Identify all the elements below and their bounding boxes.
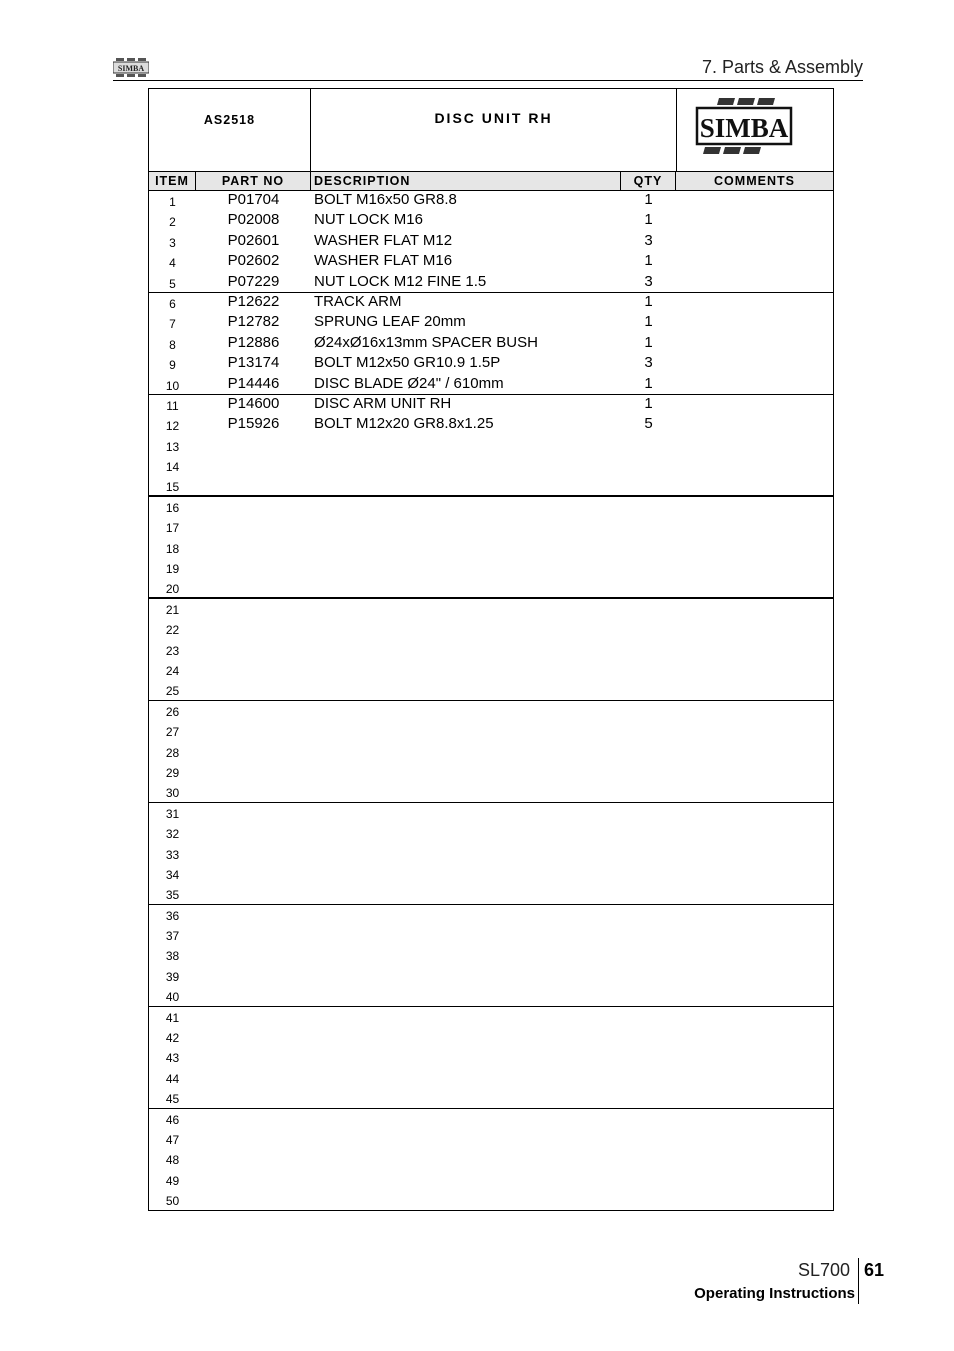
item-number: 6 <box>169 296 176 311</box>
table-row <box>149 660 833 680</box>
part-quantity: 1 <box>644 394 653 412</box>
part-description: DISC ARM UNIT RH <box>314 394 452 412</box>
item-number: 38 <box>165 949 180 964</box>
part-number: P15926 <box>227 415 280 433</box>
table-row <box>149 578 833 598</box>
item-number: 47 <box>165 1132 180 1147</box>
item-number: 26 <box>165 704 180 719</box>
item-number: 19 <box>165 562 180 577</box>
table-row <box>149 925 833 945</box>
part-quantity: 5 <box>644 415 653 433</box>
table-row <box>149 1088 833 1108</box>
simba-logo <box>676 89 833 171</box>
item-number: 2 <box>169 215 176 230</box>
item-number: 9 <box>169 358 176 373</box>
part-number: P12782 <box>227 313 280 331</box>
col-header-qty: QTY <box>621 172 676 190</box>
table-row <box>149 1047 833 1067</box>
part-number: P13174 <box>227 354 280 372</box>
item-number: 15 <box>165 480 180 495</box>
table-row <box>149 252 833 272</box>
item-number: 18 <box>165 541 180 556</box>
part-quantity: 3 <box>644 272 653 290</box>
table-row <box>149 436 833 456</box>
header-rule <box>113 80 863 81</box>
table-row <box>149 273 833 293</box>
parts-sheet <box>148 88 834 1211</box>
item-number: 49 <box>165 1173 180 1188</box>
part-number: P12622 <box>227 292 280 310</box>
table-row <box>149 395 833 415</box>
item-number: 27 <box>165 725 180 740</box>
part-description: DISC BLADE Ø24" / 610mm <box>314 374 504 392</box>
part-description: TRACK ARM <box>314 292 402 310</box>
table-row <box>149 517 833 537</box>
item-number: 4 <box>169 256 176 271</box>
item-number: 35 <box>165 888 180 903</box>
footer-subtitle: Operating Instructions <box>694 1285 855 1302</box>
title-block <box>149 89 833 171</box>
item-number: 8 <box>169 337 176 352</box>
table-row <box>149 293 833 313</box>
column-headers <box>149 171 833 191</box>
logo-text: SIMBA <box>699 113 789 143</box>
table-row <box>149 1007 833 1027</box>
item-number: 40 <box>165 990 180 1005</box>
item-number: 44 <box>165 1071 180 1086</box>
item-number: 34 <box>165 867 180 882</box>
item-number: 48 <box>165 1153 180 1168</box>
table-row <box>149 864 833 884</box>
table-row <box>149 415 833 435</box>
item-number: 13 <box>165 439 180 454</box>
item-number: 39 <box>165 969 180 984</box>
item-number: 46 <box>165 1112 180 1127</box>
parts-table-body <box>149 191 833 1211</box>
part-description: BOLT M16x50 GR8.8 <box>314 191 457 208</box>
item-number: 11 <box>166 398 179 413</box>
part-description: BOLT M12x20 GR8.8x1.25 <box>314 415 494 433</box>
part-number: P02601 <box>227 231 280 249</box>
footer-model: SL700 <box>798 1260 851 1280</box>
col-header-description: DESCRIPTION <box>311 172 621 190</box>
item-number: 23 <box>165 643 180 658</box>
item-number: 36 <box>165 908 180 923</box>
table-row <box>149 211 833 231</box>
part-number: P14600 <box>227 394 280 412</box>
table-row <box>149 497 833 517</box>
col-header-item: ITEM <box>149 172 196 190</box>
table-row <box>149 1149 833 1169</box>
item-number: 5 <box>169 276 176 291</box>
part-quantity: 1 <box>644 313 653 331</box>
table-row <box>149 701 833 721</box>
assembly-number: AS2518 <box>149 89 311 171</box>
table-row <box>149 905 833 925</box>
part-quantity: 3 <box>644 354 653 372</box>
page-number: 61 <box>864 1260 885 1280</box>
part-quantity: 1 <box>644 374 653 392</box>
item-number: 21 <box>165 602 180 617</box>
item-number: 14 <box>165 460 180 475</box>
table-row <box>149 803 833 823</box>
part-quantity: 1 <box>644 252 653 270</box>
part-description: Ø24xØ16x13mm SPACER BUSH <box>314 333 538 351</box>
table-row <box>149 1190 833 1210</box>
item-number: 22 <box>165 623 180 638</box>
table-row <box>149 884 833 904</box>
item-number: 3 <box>169 235 176 250</box>
item-number: 17 <box>165 521 180 536</box>
header-logo-text: SIMBA <box>117 64 145 73</box>
table-row <box>149 1129 833 1149</box>
table-row <box>149 782 833 802</box>
item-number: 50 <box>165 1194 180 1209</box>
table-row <box>149 599 833 619</box>
footer-divider <box>858 1258 859 1304</box>
table-row <box>149 945 833 965</box>
item-number: 24 <box>165 663 180 678</box>
table-row <box>149 966 833 986</box>
item-number: 41 <box>165 1010 180 1025</box>
table-row <box>149 1027 833 1047</box>
table-row <box>149 191 833 211</box>
table-row <box>149 1170 833 1190</box>
part-number: P02602 <box>227 252 280 270</box>
table-row <box>149 558 833 578</box>
table-row <box>149 986 833 1006</box>
table-row <box>149 619 833 639</box>
item-number: 37 <box>165 929 180 944</box>
table-row <box>149 354 833 374</box>
part-quantity: 1 <box>644 292 653 310</box>
table-row <box>149 334 833 354</box>
item-number: 12 <box>165 419 180 434</box>
table-row <box>149 456 833 476</box>
part-quantity: 3 <box>644 231 653 249</box>
item-number: 42 <box>165 1031 180 1046</box>
part-number: P01704 <box>227 191 280 208</box>
item-number: 16 <box>165 500 180 515</box>
item-number: 43 <box>165 1051 180 1066</box>
part-quantity: 1 <box>644 211 653 229</box>
part-description: WASHER FLAT M12 <box>314 231 453 249</box>
part-number: P02008 <box>227 211 280 229</box>
part-description: NUT LOCK M12 FINE 1.5 <box>314 272 487 290</box>
table-row <box>149 232 833 252</box>
item-number: 31 <box>165 806 180 821</box>
assembly-name: DISC UNIT RH <box>434 110 553 126</box>
col-header-part-no: PART NO <box>196 172 311 190</box>
item-number: 33 <box>165 847 180 862</box>
section-title: 7. Parts & Assembly <box>701 57 863 77</box>
col-header-comments: COMMENTS <box>714 174 795 188</box>
item-number: 30 <box>165 786 180 801</box>
table-row <box>149 640 833 660</box>
part-number: P12886 <box>227 333 280 351</box>
table-row <box>149 375 833 395</box>
table-row <box>149 313 833 333</box>
table-row <box>149 1109 833 1129</box>
item-number: 28 <box>165 745 180 760</box>
table-row <box>149 476 833 496</box>
part-number: P07229 <box>227 272 280 290</box>
part-quantity: 1 <box>644 333 653 351</box>
part-description: WASHER FLAT M16 <box>314 252 453 270</box>
table-row <box>149 538 833 558</box>
part-number: P14446 <box>227 374 280 392</box>
item-number: 45 <box>165 1092 180 1107</box>
item-number: 1 <box>169 195 176 209</box>
item-number: 32 <box>165 827 180 842</box>
table-row <box>149 762 833 782</box>
item-number: 25 <box>165 684 180 699</box>
item-number: 10 <box>165 378 180 393</box>
part-quantity: 1 <box>644 191 653 208</box>
header-logo <box>113 58 149 78</box>
item-number: 7 <box>169 317 176 332</box>
part-description: BOLT M12x50 GR10.9 1.5P <box>314 354 501 372</box>
part-description: NUT LOCK M16 <box>314 211 423 229</box>
part-description: SPRUNG LEAF 20mm <box>314 313 466 331</box>
table-row <box>149 721 833 741</box>
item-number: 20 <box>165 582 180 597</box>
table-row <box>149 844 833 864</box>
table-row <box>149 680 833 700</box>
table-row <box>149 742 833 762</box>
table-row <box>149 1068 833 1088</box>
item-number: 29 <box>165 765 180 780</box>
table-row <box>149 823 833 843</box>
